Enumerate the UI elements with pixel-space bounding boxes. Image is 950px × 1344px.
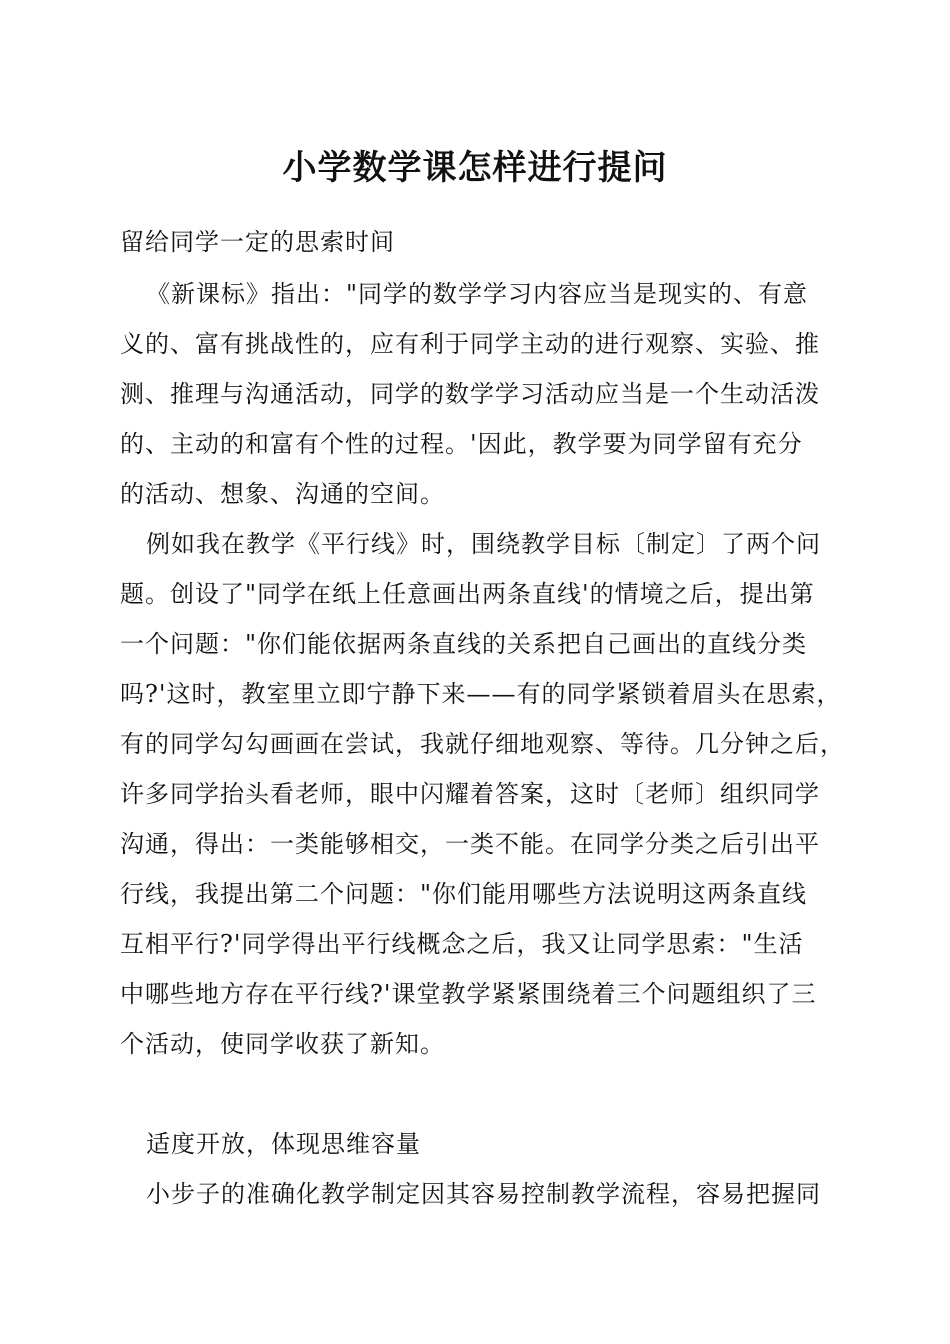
- paragraph-line: 沟通，得出：一类能够相交，一类不能。在同学分类之后引出平: [120, 830, 820, 858]
- paragraph-line: 测、推理与沟通活动，同学的数学学习活动应当是一个生动活泼: [120, 380, 820, 408]
- section-heading: 留给同学一定的思索时间: [120, 228, 395, 256]
- paragraph-line: 例如我在教学《平行线》时，围绕教学目标〔制定〕了两个问: [146, 530, 821, 558]
- paragraph-line: 行线，我提出第二个问题："你们能用哪些方法说明这两条直线: [120, 880, 808, 908]
- paragraph-line: 互相平行?'同学得出平行线概念之后，我又让同学思索："生活: [120, 930, 804, 958]
- document-title: 小学数学课怎样进行提问: [282, 148, 668, 188]
- paragraph-line: 中哪些地方存在平行线?'课堂教学紧紧围绕着三个问题组织了三: [120, 980, 817, 1008]
- paragraph-line: 吗?'这时，教室里立即宁静下来——有的同学紧锁着眉头在思索，: [120, 680, 842, 708]
- paragraph-line: 《新课标》指出："同学的数学学习内容应当是现实的、有意: [146, 280, 809, 308]
- paragraph-line: 题。创设了"同学在纸上任意画出两条直线'的情境之后，提出第: [120, 580, 815, 608]
- paragraph-line: 义的、富有挑战性的，应有利于同学主动的进行观察、实验、推: [120, 330, 820, 358]
- paragraph-line: 个活动，使同学收获了新知。: [120, 1030, 445, 1058]
- paragraph-line: 一个问题："你们能依据两条直线的关系把自己画出的直线分类: [120, 630, 808, 658]
- section-heading: 适度开放，体现思维容量: [146, 1130, 421, 1158]
- paragraph-line: 的活动、想象、沟通的空间。: [120, 480, 445, 508]
- paragraph-line: 小步子的准确化教学制定因其容易控制教学流程，容易把握同: [146, 1180, 821, 1208]
- paragraph-line: 有的同学勾勾画画在尝试，我就仔细地观察、等待。几分钟之后，: [120, 730, 845, 758]
- paragraph-line: 许多同学抬头看老师，眼中闪耀着答案，这时〔老师〕组织同学: [120, 780, 820, 808]
- paragraph-line: 的、主动的和富有个性的过程。'因此，教学要为同学留有充分: [120, 430, 803, 458]
